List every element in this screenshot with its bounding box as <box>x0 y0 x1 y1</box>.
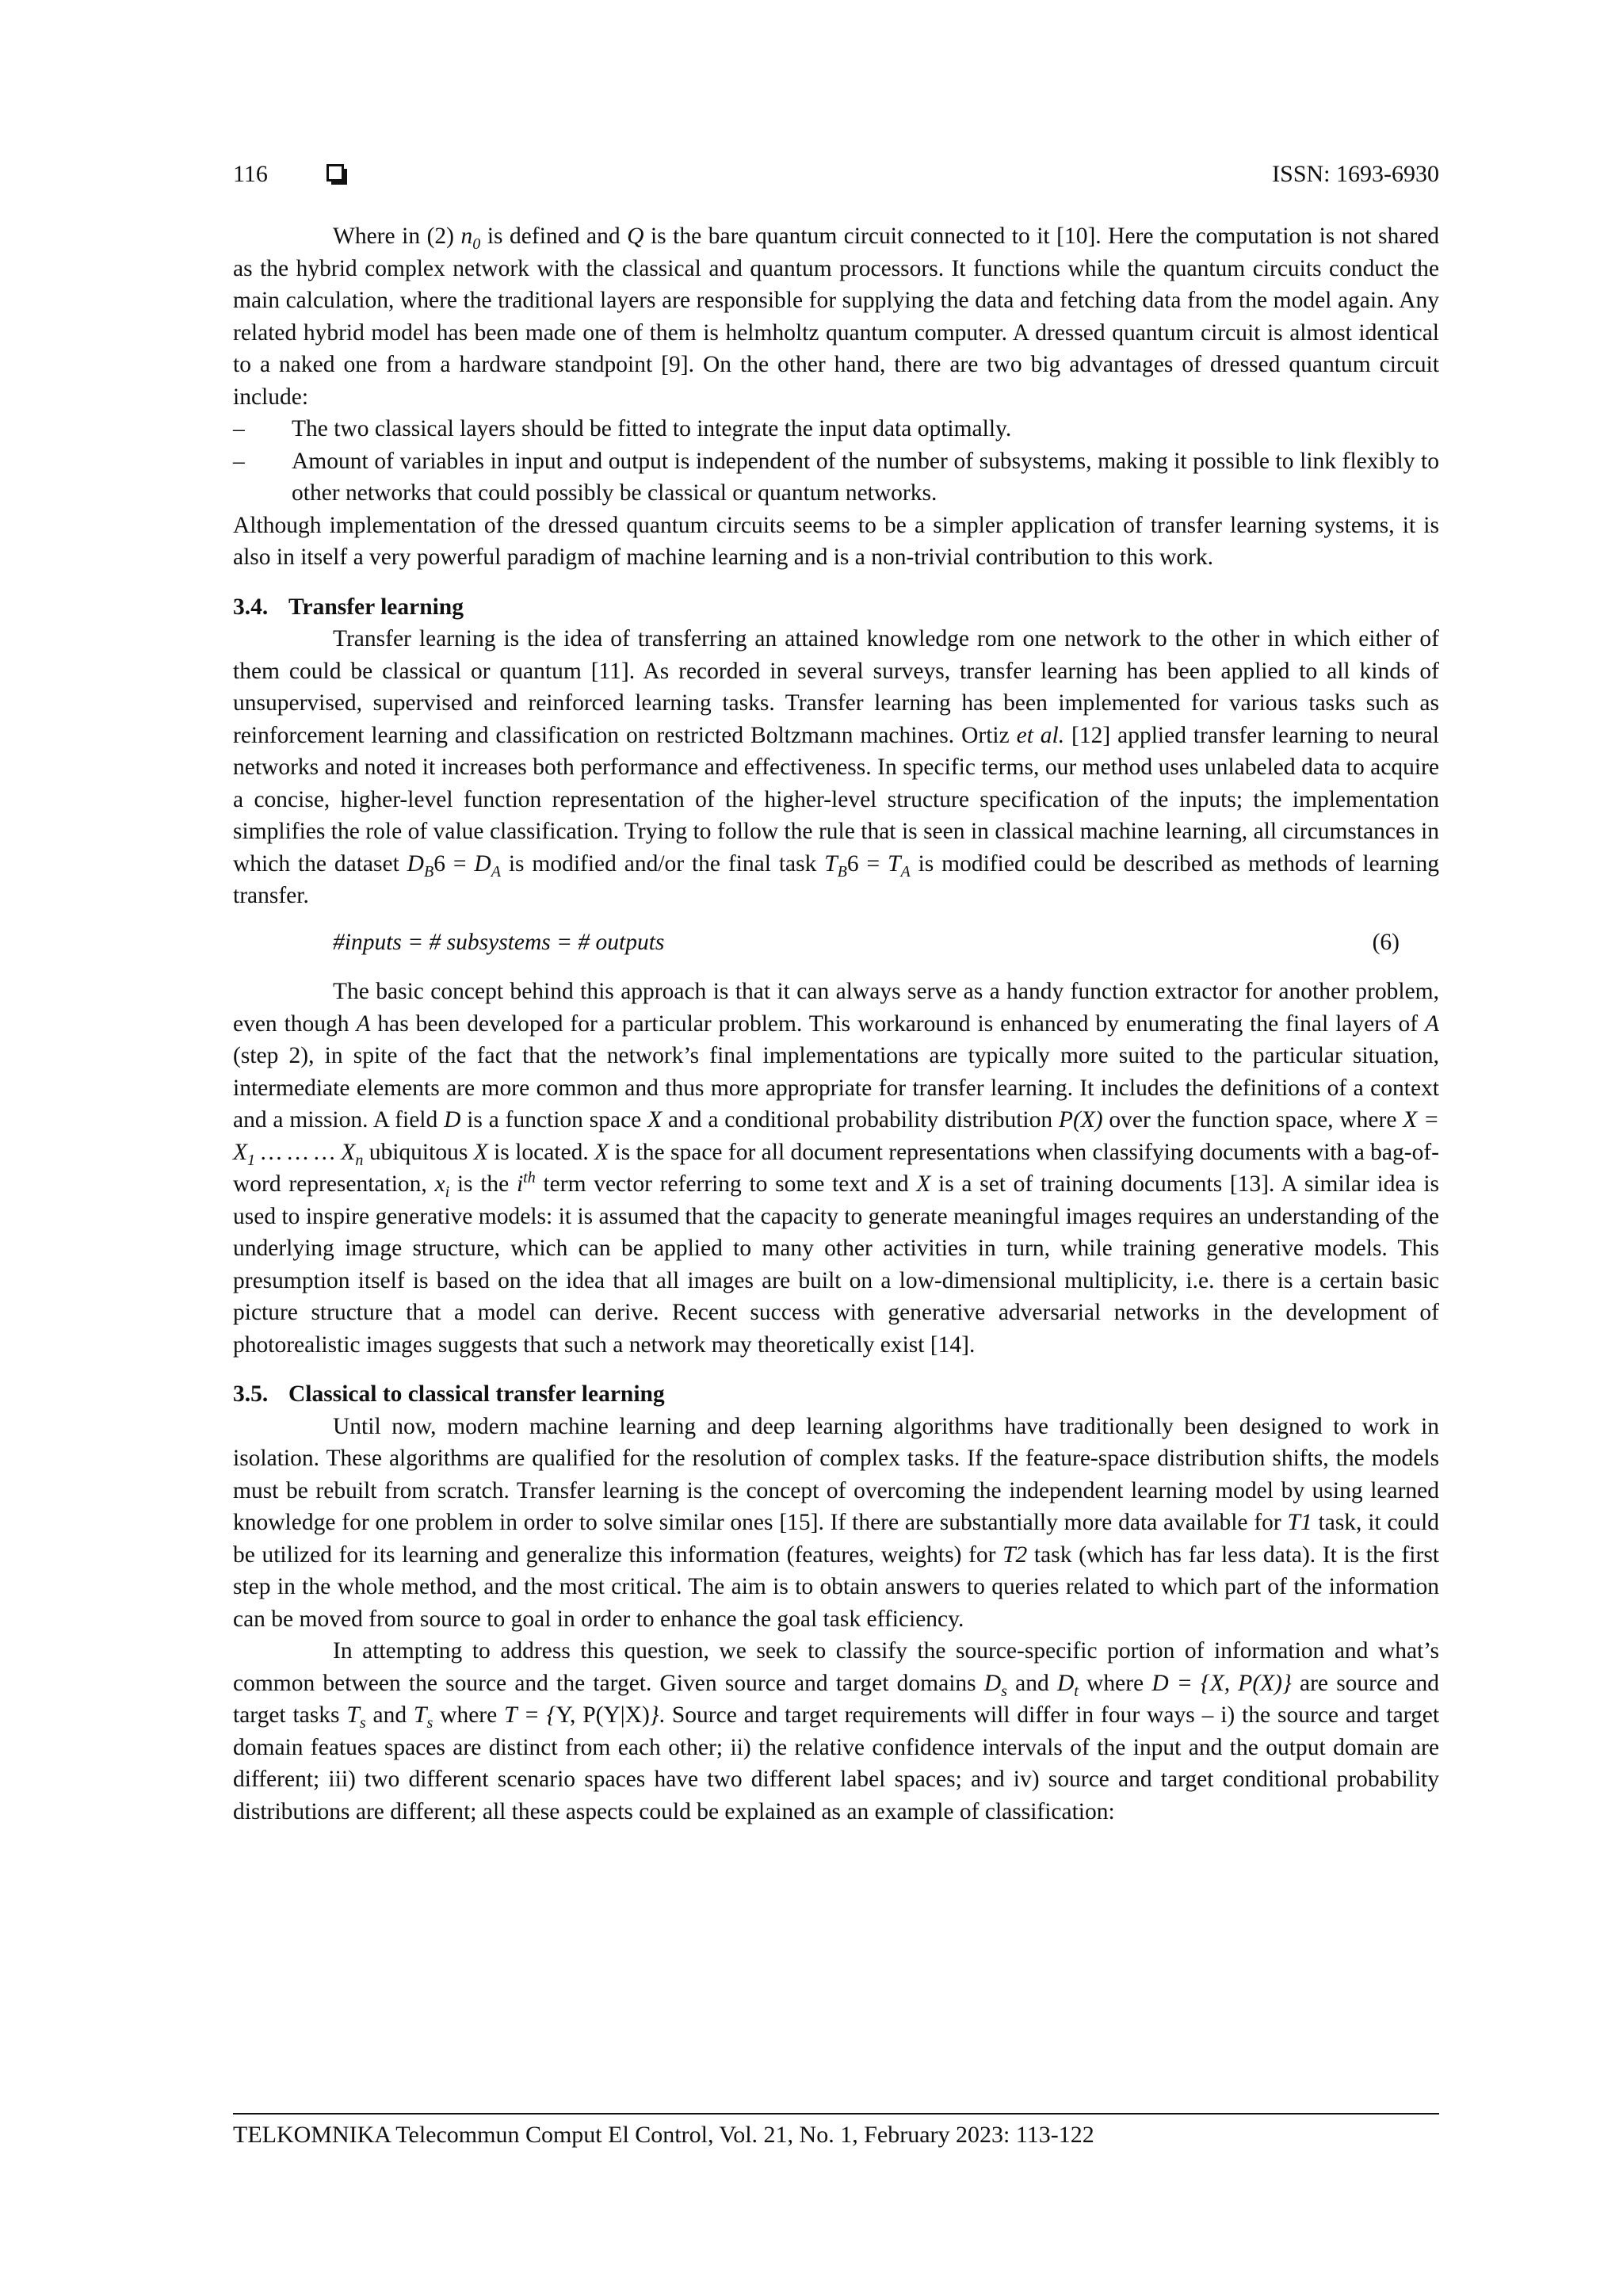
paragraph-source-target: In attempting to address this question, we seek to classify the source-specific portion of information and what’s common between the source and the target. Given source and target domains $D_s$ and $D_t$ where D = {X, P(X)} are source and target tasks $T_s$ and $T_s$ where T = {Y, P(Y|X)}. Source and target requirements will differ in four ways – i) the source and target domain featues spaces are distinct from each other; ii) the relative confidence intervals of the input and the output domain are different; iii) two different scenario spaces have two different label spaces; and iv) source and target conditional probability distributions are different; all these aspects could be explained as an example of classification: <box>233 1638 1440 1824</box>
running-header <box>233 157 1439 192</box>
section-heading-3-4: 3.4. Transfer learning <box>233 594 464 620</box>
section-heading-3-5: 3.5. Classical to classical transfer learning <box>233 1381 665 1407</box>
list-item: – Amount of variables in input and output is independent of the number of subsystems, making it possible to link flexibly to other networks that could possibly be classical or quantum networks. <box>233 448 1439 506</box>
equation-expression: #inputs = # subsystems = # outputs <box>333 929 665 955</box>
checkbox-square-icon <box>327 164 344 181</box>
equation-number: (6) <box>1372 929 1400 955</box>
footer-citation: TELKOMNIKA Telecommun Comput El Control, Vol. 21, No. 1, February 2023: 113-122 <box>233 2122 1094 2148</box>
issn: ISSN: 1693-6930 <box>1272 161 1439 187</box>
paragraph-classical-transfer: Until now, modern machine learning and deep learning algorithms have traditionally been designed to work in isolation. These algorithms are qualified for the resolution of complex tasks. If the feature-space distribution shifts, the models must be rebuilt from scratch. Transfer learning is the concept of overcoming the independent learning model by using learned knowledge for one problem in order to solve similar ones [15]. If there are substantially more data available for T1 task, it could be utilized for its learning and generalize this information (features, weights) for T2 task (which has far less data). It is the first step in the whole method, and the most critical. The aim is to obtain answers to queries related to which part of the information can be moved from source to goal in order to enhance the goal task efficiency. <box>233 1413 1439 1632</box>
paragraph-summary: Although implementation of the dressed quantum circuits seems to be a simpler application of transfer learning systems, it is also in itself a very powerful paradigm of machine learning and is a non-trivial contribution to this work. <box>233 512 1439 570</box>
body-text <box>233 220 1439 1828</box>
advantages-list <box>233 413 1439 510</box>
footer-rule <box>233 2113 1439 2115</box>
paragraph-transfer-learning: Transfer learning is the idea of transferring an attained knowledge rom one network to the other in which either of them could be classical or quantum [11]. As recorded in several surveys, transfer learning has been applied to all kinds of unsupervised, supervised and reinforced learning tasks. Transfer learning has been implemented for various tasks such as reinforcement learning and classification on restricted Boltzmann machines. Ortiz et al. [12] applied transfer learning to neural networks and noted it increases both performance and effectiveness. In specific terms, our method uses unlabeled data to acquire a concise, higher-level function representation of the higher-level structure specification of the inputs; the implementation simplifies the role of value classification. Trying to follow the rule that is seen in classical machine learning, all circumstances in which the dataset $D_B6 = D_A$ is modified and/or the final task $T_B6 = T_A$ is modified could be described as methods of learning transfer. <box>233 626 1439 908</box>
paragraph-dressed-circuit: Where in (2) $n_0$ is defined and Q is the bare quantum circuit connected to it [10]. Here the computation is not shared as the hybrid complex network with the classical and quantum processors. It functions while the quantum circuits conduct the main calculation, where the traditional layers are responsible for supplying the data and fetching data from the model again. Any related hybrid model has been made one of them is helmholtz quantum computer. A dressed quantum circuit is almost identical to a naked one from a hardware standpoint [9]. On the other hand, there are two big advantages of dressed quantum circuit include: <box>233 223 1439 410</box>
list-item: – The two classical layers should be fitted to integrate the input data optimally. <box>233 416 1012 441</box>
paragraph-basic-concept: The basic concept behind this approach is that it can always serve as a handy function extractor for another problem, even though A has been developed for a particular problem. This workaround is enhanced by enumerating the final layers of A (step 2), in spite of the fact that the network’s final implementations are typically more suited to the particular situation, intermediate elements are more common and thus more appropriate for transfer learning. It includes the definitions of a context and a mission. A field D is a function space X and a conditional probability distribution P(X) over the function space, where $X = X_1$ … … … $X_n$ ubiquitous X is located. X is the space for all document representations when classifying documents with a bag-of-word representation, $x_i$ is the $i^{th}$ term vector referring to some text and X is a set of training documents [13]. A similar idea is used to inspire generative models: it is assumed that the capacity to generate meaningful images requires an understanding of the underlying image structure, which can be applied to many other activities in turn, while training generative models. This presumption itself is based on the idea that all images are built on a low-dimensional multiplicity, i.e. there is a certain basic picture structure that a model can derive. Recent success with generative adversarial networks in the development of photorealistic images suggests that such a network may theoretically exist [14]. <box>233 979 1439 1358</box>
equation-6 <box>233 926 1439 959</box>
page-number: 116 <box>233 161 268 187</box>
